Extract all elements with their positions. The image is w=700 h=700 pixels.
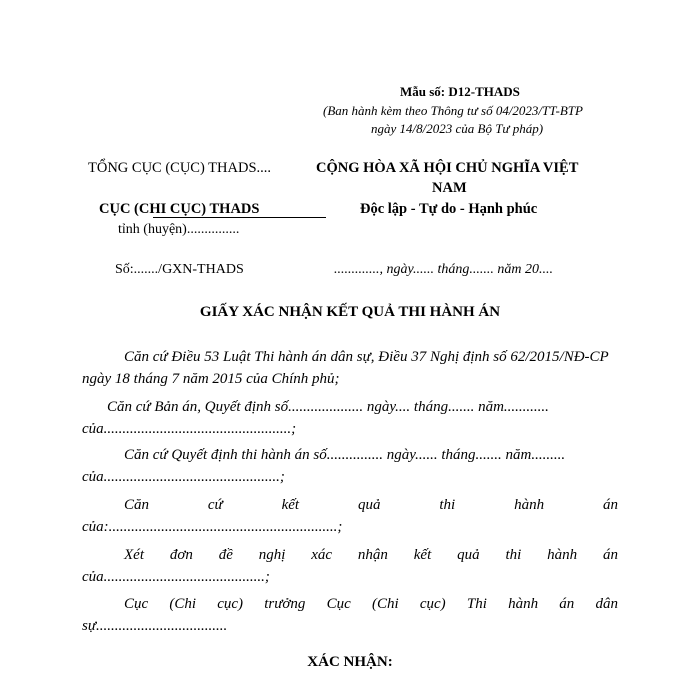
national-title: CỘNG HÒA XÃ HỘI CHỦ NGHĨA VIỆT [316,160,579,176]
paragraph-line: Căn cứ Điều 53 Luật Thi hành án dân sự, Điều 37 Nghị định số 62/2015/NĐ-CP [124,349,609,365]
national-motto: Độc lập - Tự do - Hạnh phúc [360,201,538,217]
paragraph-line: Xét đơn đề nghị xác nhận kết quả thi hành án [124,547,618,563]
province: tỉnh (huyện)............... [118,222,240,237]
document-date: ............., ngày...... tháng....... năm 20.... [334,262,553,277]
confirmation-heading: XÁC NHẬN: [307,654,393,670]
form-issuance-note: (Ban hành kèm theo Thông tư số 04/2023/TT-BTP [323,103,583,118]
paragraph-request [82,544,618,588]
paragraph-line: Căn cứ Bản án, Quyết định số.................... ngày.... tháng....... năm............ [107,399,549,415]
paragraph-line: Căn cứ Quyết định thi hành án số............... ngày...... tháng....... năm......... [124,447,566,463]
paragraph-judgment [82,396,618,440]
national-title-cont: NAM [432,180,467,196]
parent-agency: TỔNG CỤC (CỤC) THADS.... [88,160,272,176]
paragraph-line: của:.............................................................; [82,519,343,535]
document-title: GIẤY XÁC NHẬN KẾT QUẢ THI HÀNH ÁN [199,304,501,320]
form-code: Mẫu số: D12-THADS [400,84,520,99]
document-number: Số:......./GXN-THADS [115,262,244,277]
paragraph-enforcement-decision [82,444,618,488]
paragraph-line: sự................................... [82,618,228,634]
form-issuance-date: ngày 14/8/2023 của Bộ Tư pháp) [371,121,544,136]
paragraph-director [82,593,618,637]
paragraph-line: của...........................................; [82,569,270,585]
paragraph-line: Cục (Chi cục) trưởng Cục (Chi cục) Thi hành án dân [124,596,618,612]
paragraph-legal-basis [82,346,618,390]
paragraph-line: của..................................................; [82,421,297,437]
paragraph-enforcement-result [82,494,618,538]
paragraph-line: của...............................................; [82,469,285,485]
paragraph-line: Căn cứ kết quả thi hành án [124,497,618,513]
agency-underline [153,217,326,218]
paragraph-line: ngày 18 tháng 7 năm 2015 của Chính phủ; [82,371,340,387]
issuing-agency: CỤC (CHI CỤC) THADS [99,201,260,217]
